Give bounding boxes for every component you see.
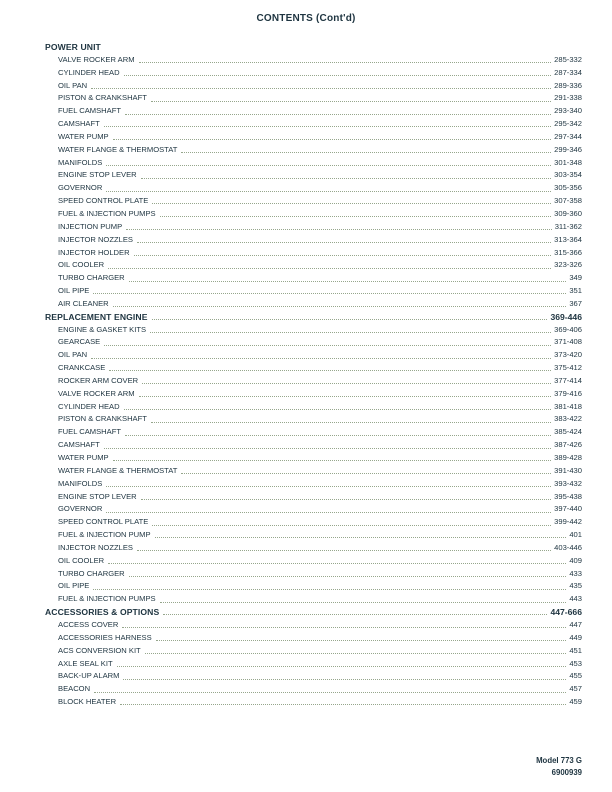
dotted-leader — [125, 114, 551, 115]
toc-entry-pages: 303-354 — [554, 170, 582, 180]
toc-entry-pages: 305-356 — [554, 183, 582, 193]
toc-entry-label: GOVERNOR — [58, 504, 103, 514]
toc-entry-pages: 299-346 — [554, 144, 582, 154]
toc-entry-label: ACCESS COVER — [58, 619, 119, 629]
toc-entry-pages: 379-416 — [554, 388, 582, 398]
dotted-leader — [94, 692, 566, 693]
toc-entry-pages: 401 — [569, 530, 582, 540]
toc-entry-label: WATER PUMP — [58, 131, 109, 141]
dotted-leader — [93, 589, 566, 590]
toc-entry-label: CAMSHAFT — [58, 440, 100, 450]
toc-entry-label: GOVERNOR — [58, 183, 103, 193]
toc-entry-label: BEACON — [58, 684, 91, 694]
toc-section-label: ACCESSORIES & OPTIONS — [45, 607, 160, 618]
dotted-leader — [141, 499, 551, 500]
toc-entry-pages: 455 — [569, 671, 582, 681]
dotted-leader — [139, 396, 552, 397]
toc-entry — [45, 439, 582, 452]
toc-entry-pages: 377-414 — [554, 375, 582, 385]
toc-entry — [45, 452, 582, 465]
toc-entry-pages: 395-438 — [554, 491, 582, 501]
toc-entry-label: OIL PAN — [58, 350, 88, 360]
toc-entry — [45, 388, 582, 401]
dotted-leader — [141, 178, 551, 179]
toc-entry-pages: 371-408 — [554, 337, 582, 347]
toc-entry — [45, 259, 582, 272]
toc-entry-pages: 287-334 — [554, 67, 582, 77]
dotted-leader — [181, 473, 551, 474]
dotted-leader — [155, 537, 567, 538]
dotted-leader — [124, 409, 552, 410]
dotted-leader — [134, 255, 552, 256]
dotted-leader — [151, 422, 551, 423]
toc-entry-label: ENGINE STOP LEVER — [58, 491, 137, 501]
dotted-leader — [181, 152, 551, 153]
toc-section-pages: 447-666 — [550, 607, 582, 618]
toc-entry-pages: 409 — [569, 555, 582, 565]
dotted-leader — [91, 358, 551, 359]
dotted-leader — [126, 229, 552, 230]
toc-entry-label: ENGINE STOP LEVER — [58, 170, 137, 180]
toc-entry — [45, 169, 582, 182]
toc-entry-label: ENGINE & GASKET KITS — [58, 324, 147, 334]
dotted-leader — [104, 345, 551, 346]
toc-entry-label: FUEL & INJECTION PUMP — [58, 530, 151, 540]
toc-entry — [45, 67, 582, 80]
dotted-leader — [150, 332, 551, 333]
toc-entry-pages: 301-348 — [554, 157, 582, 167]
toc-entry — [45, 92, 582, 105]
dotted-leader — [152, 319, 548, 320]
toc-entry-pages: 451 — [569, 645, 582, 655]
dotted-leader — [106, 165, 551, 166]
toc-entry-pages: 375-412 — [554, 363, 582, 373]
dotted-leader — [145, 653, 567, 654]
toc-entry — [45, 465, 582, 478]
dotted-leader — [160, 602, 567, 603]
toc-entry-pages: 433 — [569, 568, 582, 578]
toc-entry — [45, 349, 582, 362]
toc-entry-pages: 307-358 — [554, 196, 582, 206]
toc-entry-label: SPEED CONTROL PLATE — [58, 517, 149, 527]
toc-entry — [45, 324, 582, 337]
toc-entry-pages: 397-440 — [554, 504, 582, 514]
toc-entry — [45, 375, 582, 388]
toc-entry — [45, 670, 582, 683]
toc-entry-label: AIR CLEANER — [58, 298, 109, 308]
toc-entry-pages: 297-344 — [554, 131, 582, 141]
toc-section-heading — [45, 311, 582, 324]
toc-entry-label: OIL PAN — [58, 80, 88, 90]
toc-entry — [45, 413, 582, 426]
toc-entry-label: OIL COOLER — [58, 260, 105, 270]
dotted-leader — [125, 435, 551, 436]
toc-entry — [45, 144, 582, 157]
dotted-leader — [93, 293, 566, 294]
dotted-leader — [104, 126, 551, 127]
footer — [536, 755, 582, 778]
publication-number: 6900939 — [551, 767, 582, 777]
toc-entry-label: INJECTION PUMP — [58, 221, 123, 231]
toc-section-pages: 369-446 — [550, 311, 582, 322]
dotted-leader — [108, 268, 551, 269]
toc-entry — [45, 683, 582, 696]
toc-entry — [45, 285, 582, 298]
toc-entry — [45, 516, 582, 529]
toc-entry-pages: 285-332 — [554, 54, 582, 64]
dotted-leader — [152, 203, 551, 204]
toc-entry-label: AXLE SEAL KIT — [58, 658, 113, 668]
toc-entry-pages: 453 — [569, 658, 582, 668]
dotted-leader — [137, 242, 551, 243]
toc-entry-label: TURBO CHARGER — [58, 273, 125, 283]
toc-entry-pages: 295-342 — [554, 119, 582, 129]
toc-entry-pages: 313-364 — [554, 234, 582, 244]
toc-entry-pages: 351 — [569, 286, 582, 296]
toc-entry — [45, 491, 582, 504]
toc-entry — [45, 131, 582, 144]
toc-entry — [45, 658, 582, 671]
toc-entry — [45, 182, 582, 195]
toc-entry-pages: 323-326 — [554, 260, 582, 270]
toc-entry-pages: 447 — [569, 619, 582, 629]
toc-entry-label: BACK-UP ALARM — [58, 671, 120, 681]
toc-entry-label: VALVE ROCKER ARM — [58, 54, 135, 64]
dotted-leader — [142, 383, 551, 384]
toc-entry — [45, 234, 582, 247]
toc-entry — [45, 478, 582, 491]
toc-entry-label: ACS CONVERSION KIT — [58, 645, 141, 655]
dotted-leader — [106, 486, 551, 487]
dotted-leader — [151, 101, 551, 102]
toc-entry-label: CYLINDER HEAD — [58, 67, 120, 77]
toc-entry-pages: 315-366 — [554, 247, 582, 257]
model-number: Model 773 G — [536, 756, 582, 765]
toc-entry-label: MANIFOLDS — [58, 157, 103, 167]
dotted-leader — [123, 679, 566, 680]
toc-entry-label: BLOCK HEATER — [58, 697, 117, 707]
dotted-leader — [122, 627, 566, 628]
toc-entry-pages: 435 — [569, 581, 582, 591]
toc-entry — [45, 426, 582, 439]
toc-entry — [45, 208, 582, 221]
toc-entry — [45, 118, 582, 131]
toc-entry-pages: 399-442 — [554, 517, 582, 527]
toc-entry-label: FUEL CAMSHAFT — [58, 427, 122, 437]
toc-entry — [45, 503, 582, 516]
dotted-leader — [117, 666, 567, 667]
toc-entry-pages: 311-362 — [554, 221, 582, 231]
toc-entry-label: FUEL & INJECTION PUMPS — [58, 208, 156, 218]
toc-entry-pages: 391-430 — [554, 465, 582, 475]
dotted-leader — [129, 281, 567, 282]
toc-entry — [45, 54, 582, 67]
page-title: CONTENTS (Cont'd) — [256, 13, 356, 24]
toc-entry-pages: 443 — [569, 594, 582, 604]
toc-entry-pages: 389-428 — [554, 453, 582, 462]
toc-entry-label: TURBO CHARGER — [58, 568, 125, 578]
dotted-leader — [137, 550, 551, 551]
toc-entry-pages: 293-340 — [554, 106, 582, 116]
toc-entry-pages: 381-418 — [554, 401, 582, 411]
toc-entry-label: OIL COOLER — [58, 555, 105, 565]
toc-entry-label: CAMSHAFT — [58, 119, 100, 129]
toc-entry — [45, 645, 582, 658]
toc-entry-label: ROCKER ARM COVER — [58, 375, 139, 385]
toc-entry-label: WATER FLANGE & THERMOSTAT — [58, 465, 178, 475]
toc-entry-label: FUEL & INJECTION PUMPS — [58, 594, 156, 604]
toc-entry-label: WATER PUMP — [58, 453, 109, 462]
toc-entry-label: INJECTOR NOZZLES — [58, 542, 133, 552]
toc-entry-pages: 459 — [569, 697, 582, 707]
dotted-leader — [109, 370, 551, 371]
toc-entry-label: MANIFOLDS — [58, 478, 103, 488]
dotted-leader — [108, 563, 566, 564]
toc-entry-label: OIL PIPE — [58, 286, 90, 296]
toc-entry — [45, 105, 582, 118]
toc-entry-label: PISTON & CRANKSHAFT — [58, 93, 147, 103]
toc-entry-pages: 373-420 — [554, 350, 582, 360]
toc-entry-pages: 291-338 — [554, 93, 582, 103]
toc-section-heading — [45, 41, 582, 54]
toc-section-heading — [45, 606, 582, 619]
toc-entry-label: PISTON & CRANKSHAFT — [58, 414, 147, 424]
toc-entry-pages: 289-336 — [554, 80, 582, 90]
toc-entry-label: INJECTOR NOZZLES — [58, 234, 133, 244]
toc-entry-label: ACCESSORIES HARNESS — [58, 632, 152, 642]
toc-entry — [45, 542, 582, 555]
dotted-leader — [120, 704, 566, 705]
toc-entry-label: GEARCASE — [58, 337, 101, 347]
toc-entry-label: WATER FLANGE & THERMOSTAT — [58, 144, 178, 154]
toc-entry — [45, 221, 582, 234]
toc-entry-pages: 393-432 — [554, 478, 582, 488]
toc-entry — [45, 195, 582, 208]
toc-entry — [45, 401, 582, 414]
dotted-leader — [113, 139, 552, 140]
dotted-leader — [113, 306, 567, 307]
dotted-leader — [104, 448, 551, 449]
dotted-leader — [106, 191, 551, 192]
toc-entry — [45, 696, 582, 709]
toc-entry-pages: 383-422 — [554, 414, 582, 424]
dotted-leader — [152, 525, 551, 526]
dotted-leader — [160, 216, 552, 217]
toc-entry-label: FUEL CAMSHAFT — [58, 106, 122, 116]
toc-entry-pages: 387-426 — [554, 440, 582, 450]
toc-section-label: POWER UNIT — [45, 42, 101, 52]
toc-entry-pages: 457 — [569, 684, 582, 694]
toc-entry-label: OIL PIPE — [58, 581, 90, 591]
toc-entry-pages: 309-360 — [554, 208, 582, 218]
dotted-leader — [139, 62, 552, 63]
toc-entry — [45, 336, 582, 349]
toc-entry-label: CYLINDER HEAD — [58, 401, 120, 411]
toc-entry-pages: 369-406 — [554, 324, 582, 334]
toc-entry — [45, 555, 582, 568]
toc-entry — [45, 157, 582, 170]
toc-entry — [45, 362, 582, 375]
toc-entry-pages: 403-446 — [554, 542, 582, 552]
toc-entry-label: SPEED CONTROL PLATE — [58, 196, 149, 206]
dotted-leader — [124, 75, 552, 76]
toc-entry — [45, 619, 582, 632]
toc-entry — [45, 247, 582, 260]
dotted-leader — [156, 640, 567, 641]
toc-entry — [45, 80, 582, 93]
dotted-leader — [129, 576, 567, 577]
dotted-leader — [106, 512, 551, 513]
dotted-leader — [113, 460, 552, 461]
toc-entry — [45, 272, 582, 285]
toc-entry-pages: 349 — [569, 273, 582, 283]
toc-entry-pages: 385-424 — [554, 427, 582, 437]
toc-entry-label: CRANKCASE — [58, 363, 106, 373]
dotted-leader — [163, 614, 547, 615]
toc-entry — [45, 632, 582, 645]
toc-entry-pages: 367 — [569, 298, 582, 308]
dotted-leader — [91, 88, 551, 89]
toc-entry-label: INJECTOR HOLDER — [58, 247, 130, 257]
toc-entry-label: VALVE ROCKER ARM — [58, 388, 135, 398]
toc-entry — [45, 593, 582, 606]
toc-section-label: REPLACEMENT ENGINE — [45, 311, 148, 322]
toc-list — [45, 41, 582, 709]
toc-entry-pages: 449 — [569, 632, 582, 642]
toc-entry — [45, 580, 582, 593]
toc-entry — [45, 529, 582, 542]
toc-entry — [45, 298, 582, 311]
toc-entry — [45, 568, 582, 581]
